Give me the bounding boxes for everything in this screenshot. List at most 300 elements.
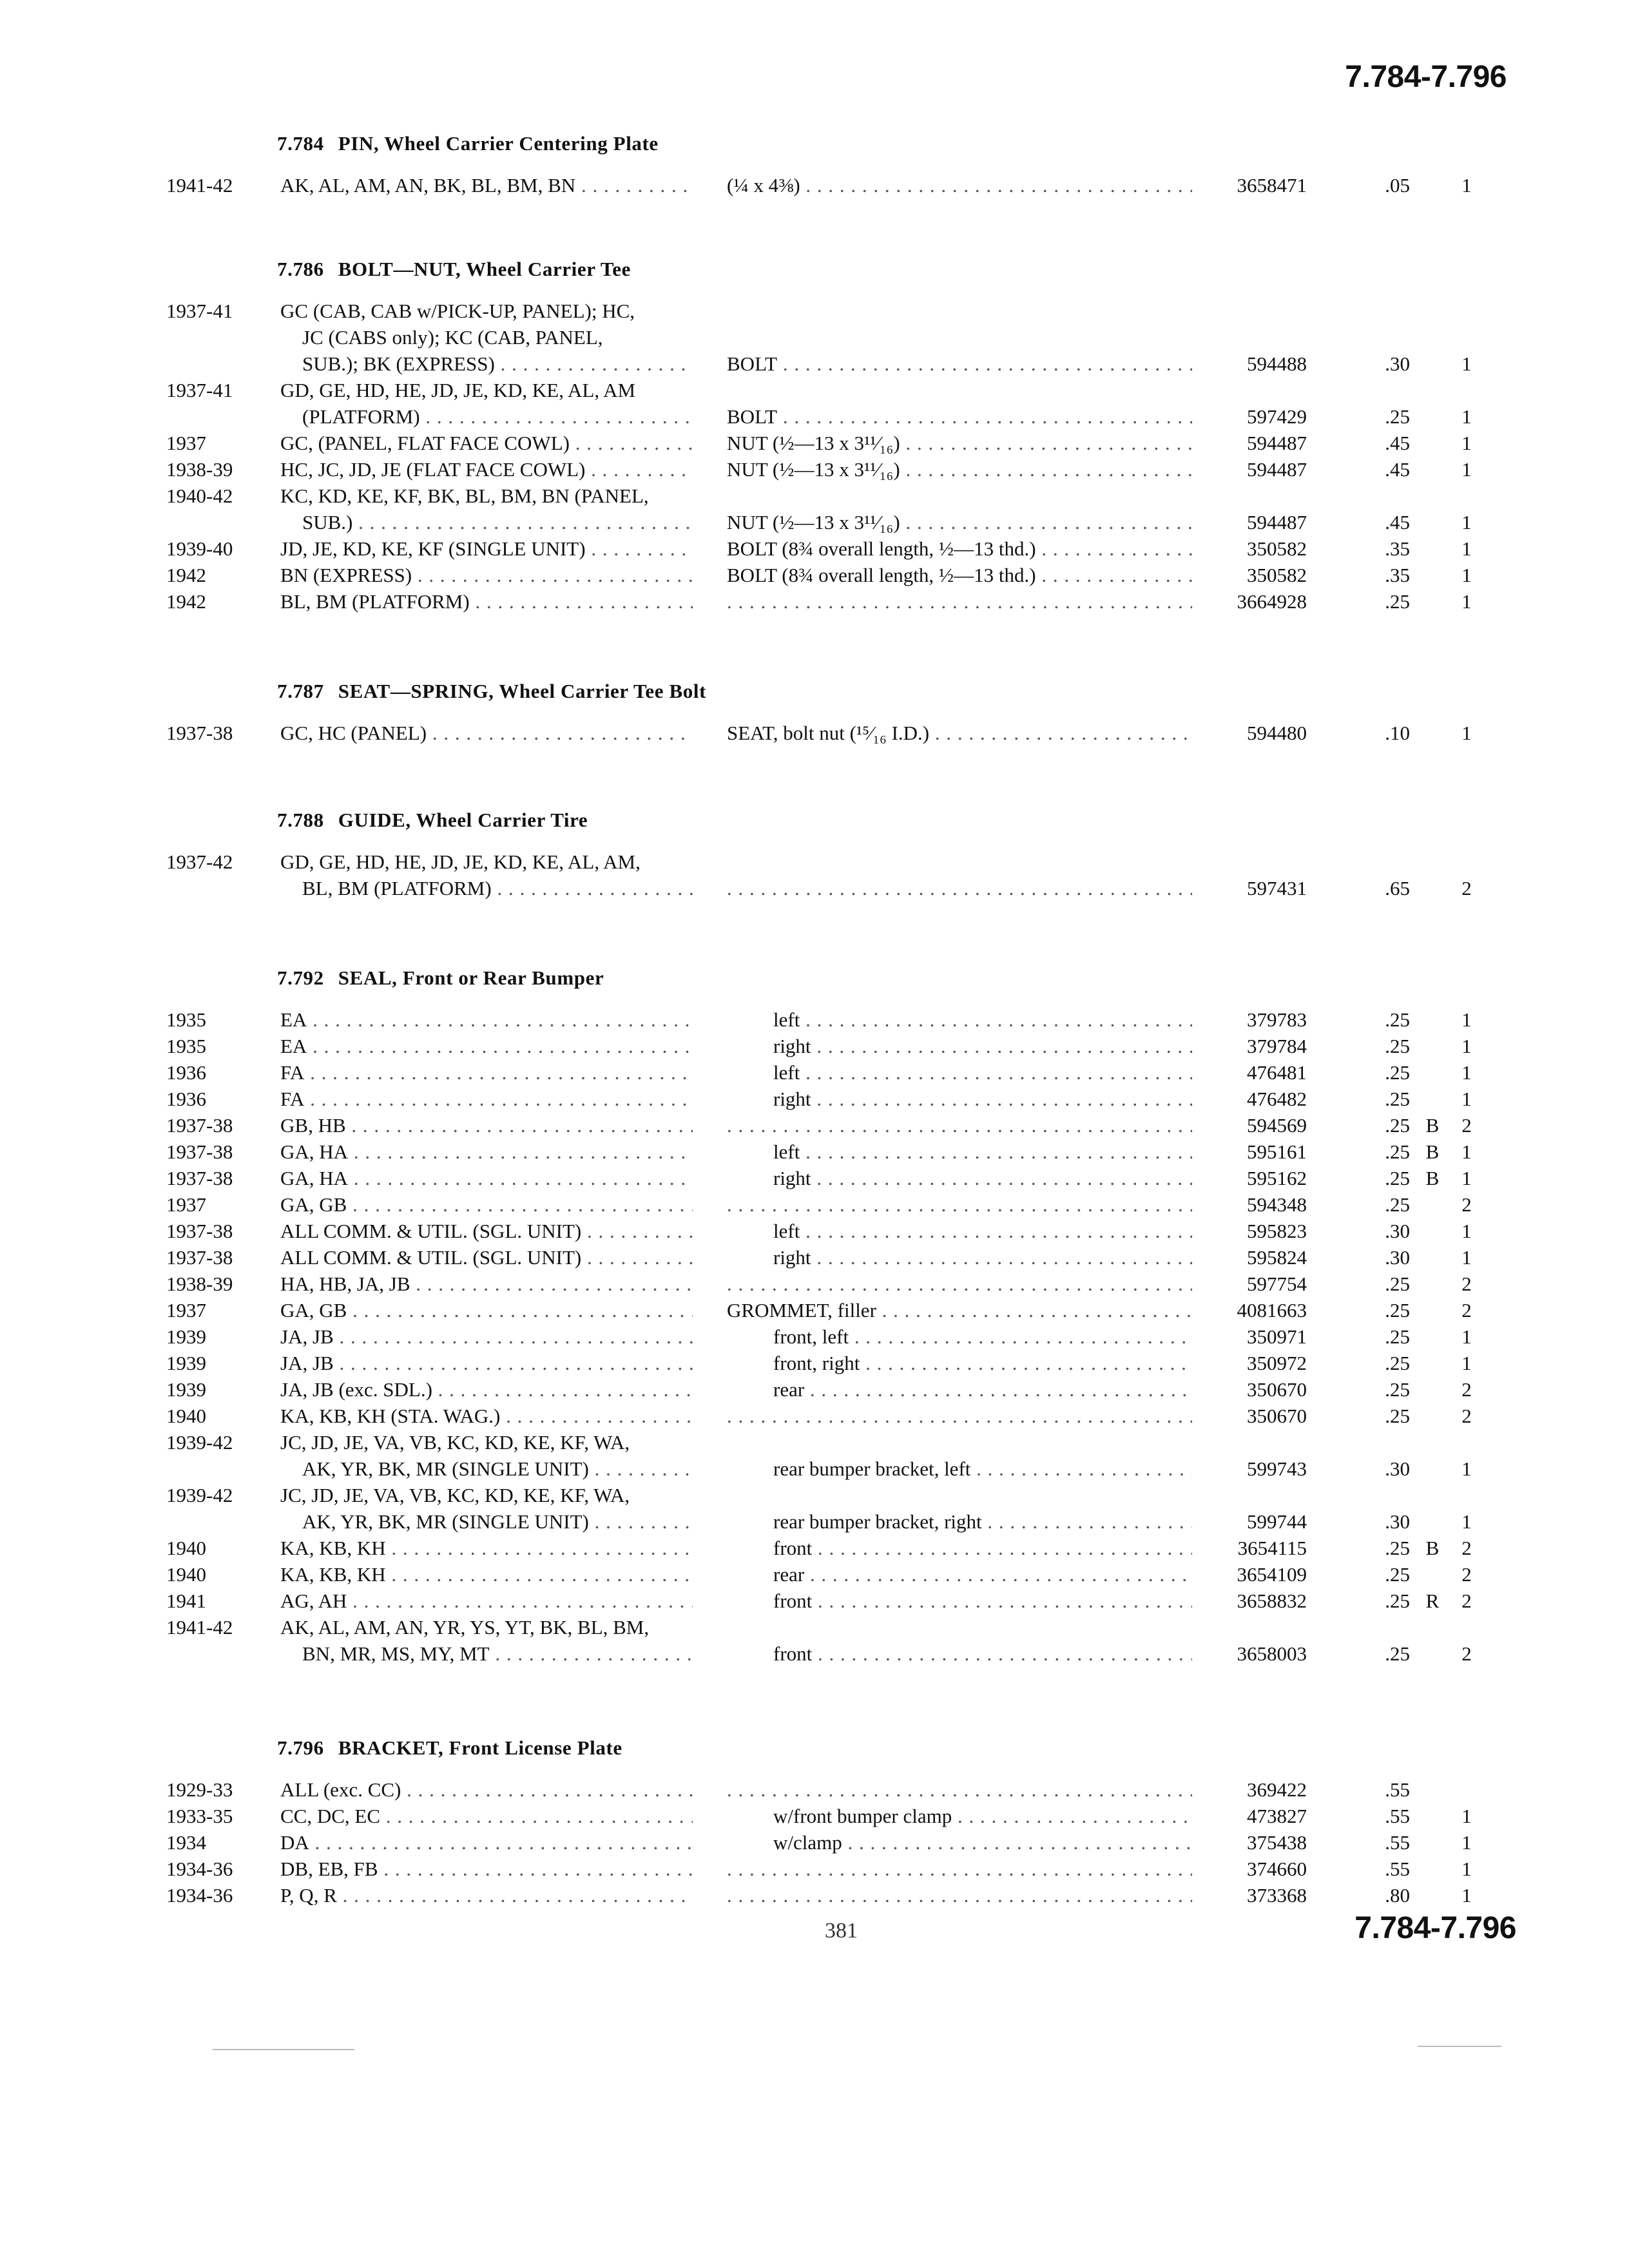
- part-price: .25: [1385, 1378, 1410, 1401]
- model-year: 1934-36: [166, 1884, 233, 1907]
- part-row: [0, 1006, 1629, 1033]
- part-row: [0, 720, 1629, 746]
- model-line: JA, JB (exc. SDL.) . . .: [280, 1376, 693, 1403]
- part-code: [1423, 1856, 1442, 1882]
- part-description: BOLT . . .: [727, 403, 1192, 430]
- section-heading: PIN, Wheel Carrier Centering Plate: [338, 132, 659, 155]
- page-number: 381: [825, 1919, 858, 1943]
- part-description: BOLT . . .: [727, 351, 1192, 377]
- model-line: GA, HA . . .: [280, 1139, 693, 1165]
- part-code: [1423, 1033, 1442, 1059]
- model-line: KA, KB, KH . . .: [280, 1535, 693, 1561]
- part-number: 595824: [1247, 1246, 1307, 1269]
- part-description: right . . .: [727, 1033, 1192, 1059]
- part-quantity: 1: [1461, 1858, 1472, 1880]
- part-price: .45: [1385, 432, 1410, 454]
- model-line: HA, HB, JA, JB . . .: [280, 1271, 693, 1297]
- model-line: P, Q, R . . .: [280, 1882, 693, 1908]
- model-list: [280, 535, 693, 562]
- part-number: 594487: [1247, 458, 1307, 481]
- model-list: [280, 298, 693, 377]
- part-description: [727, 875, 1192, 901]
- model-year: 1939-40: [166, 537, 233, 560]
- model-list: [280, 1323, 693, 1350]
- model-line: GC, HC (PANEL) . . .: [280, 720, 693, 746]
- part-price: .30: [1385, 352, 1410, 375]
- model-year: 1937-42: [166, 850, 233, 873]
- part-description: w/clamp . . .: [727, 1829, 1192, 1856]
- part-price: .25: [1385, 1299, 1410, 1321]
- model-list: [280, 430, 693, 456]
- part-price: .35: [1385, 564, 1410, 586]
- part-quantity: 1: [1461, 564, 1472, 586]
- part-number: 599743: [1247, 1457, 1307, 1480]
- part-price: .25: [1385, 405, 1410, 428]
- part-row: [0, 1323, 1629, 1350]
- part-code: [1423, 351, 1442, 377]
- section-title: [277, 680, 706, 703]
- part-code: [1423, 1086, 1442, 1112]
- model-year: 1938-39: [166, 458, 233, 481]
- part-row: [0, 1297, 1629, 1323]
- part-code: [1423, 1882, 1442, 1908]
- model-list: [280, 1059, 693, 1086]
- part-number: 594487: [1247, 432, 1307, 454]
- part-code: [1423, 1006, 1442, 1033]
- model-line: GA, GB . . .: [280, 1297, 693, 1323]
- section-heading: GUIDE, Wheel Carrier Tire: [338, 809, 588, 831]
- part-row: [0, 456, 1629, 483]
- model-list: [280, 377, 693, 430]
- part-code: [1423, 1297, 1442, 1323]
- part-row: [0, 1403, 1629, 1429]
- part-quantity: 1: [1461, 537, 1472, 560]
- part-row: [0, 377, 1629, 430]
- model-line: ALL (exc. CC) . . .: [280, 1776, 693, 1803]
- model-year: 1941-42: [166, 1616, 233, 1639]
- part-price: .05: [1385, 174, 1410, 197]
- scan-artifact: [213, 2049, 354, 2050]
- model-list: [280, 1482, 693, 1535]
- model-list: [280, 1033, 693, 1059]
- part-price: .25: [1385, 1061, 1410, 1084]
- model-list: [280, 172, 693, 198]
- model-line: GB, HB . . .: [280, 1112, 693, 1139]
- part-description: GROMMET, filler . . .: [727, 1297, 1192, 1323]
- part-description: w/front bumper clamp . . .: [727, 1803, 1192, 1829]
- part-description: NUT (½—13 x 3¹¹⁄₁₆) . . .: [727, 430, 1192, 456]
- part-code: B: [1425, 1140, 1440, 1163]
- model-year: 1935: [166, 1008, 206, 1031]
- part-price: .45: [1385, 458, 1410, 481]
- part-code: [1423, 1376, 1442, 1403]
- part-description: front, right . . .: [727, 1350, 1192, 1376]
- model-list: [280, 1165, 693, 1191]
- model-line: KA, KB, KH . . .: [280, 1561, 693, 1588]
- part-code: B: [1425, 1167, 1440, 1189]
- model-list: [280, 1776, 693, 1803]
- part-price: .55: [1385, 1778, 1410, 1801]
- part-quantity: 2: [1461, 1273, 1472, 1295]
- part-description: right . . .: [727, 1086, 1192, 1112]
- model-year: 1940: [166, 1537, 206, 1559]
- part-code: [1423, 1561, 1442, 1588]
- part-code: [1423, 588, 1442, 615]
- model-list: [280, 1588, 693, 1614]
- part-number: 3664928: [1237, 590, 1307, 613]
- part-code: [1423, 1803, 1442, 1829]
- part-row: [0, 1561, 1629, 1588]
- section-heading: SEAT—SPRING, Wheel Carrier Tee Bolt: [338, 680, 706, 702]
- part-number: 595823: [1247, 1220, 1307, 1242]
- part-description: [727, 1776, 1192, 1803]
- part-code: [1423, 509, 1442, 535]
- model-list: [280, 849, 693, 901]
- model-year: 1937: [166, 1299, 206, 1321]
- model-list: [280, 1535, 693, 1561]
- model-list: [280, 1403, 693, 1429]
- section-number: 7.786: [277, 258, 324, 280]
- part-row: [0, 1271, 1629, 1297]
- part-price: .55: [1385, 1858, 1410, 1880]
- part-code: [1423, 456, 1442, 483]
- part-description: rear bumper bracket, right . . .: [727, 1508, 1192, 1535]
- model-list: [280, 1271, 693, 1297]
- model-year: 1937-38: [166, 1220, 233, 1242]
- part-description: SEAT, bolt nut (¹⁵⁄₁₆ I.D.) . . .: [727, 720, 1192, 746]
- part-row: [0, 1033, 1629, 1059]
- part-price: .25: [1385, 1537, 1410, 1559]
- part-number: 350670: [1247, 1378, 1307, 1401]
- part-code: [1423, 535, 1442, 562]
- part-number: 350582: [1247, 537, 1307, 560]
- part-row: [0, 535, 1629, 562]
- part-description: rear . . .: [727, 1561, 1192, 1588]
- model-list: [280, 588, 693, 615]
- part-price: .25: [1385, 1273, 1410, 1295]
- model-year: 1938-39: [166, 1273, 233, 1295]
- model-year: 1940-42: [166, 485, 233, 507]
- model-year: 1942: [166, 564, 206, 586]
- part-row: [0, 172, 1629, 198]
- model-year: 1937-41: [166, 379, 233, 401]
- model-list: [280, 1191, 693, 1218]
- model-line: EA . . .: [280, 1006, 693, 1033]
- model-year: 1937-38: [166, 1167, 233, 1189]
- part-quantity: 1: [1461, 1035, 1472, 1057]
- scan-artifact: [1418, 2046, 1501, 2047]
- part-price: .30: [1385, 1510, 1410, 1533]
- part-price: .25: [1385, 1035, 1410, 1057]
- model-line: CC, DC, EC . . .: [280, 1803, 693, 1829]
- part-number: 597431: [1247, 877, 1307, 899]
- part-description: NUT (½—13 x 3¹¹⁄₁₆) . . .: [727, 456, 1192, 483]
- part-quantity: 1: [1461, 1140, 1472, 1163]
- model-line: DA . . .: [280, 1829, 693, 1856]
- model-year: 1940: [166, 1563, 206, 1586]
- part-description: left . . .: [727, 1006, 1192, 1033]
- part-price: .55: [1385, 1805, 1410, 1827]
- section-number: 7.796: [277, 1736, 324, 1759]
- part-price: .25: [1385, 1088, 1410, 1110]
- section-number: 7.792: [277, 966, 324, 989]
- model-line: GD, GE, HD, HE, JD, JE, KD, KE, AL, AM: [280, 379, 636, 401]
- part-number: 595162: [1247, 1167, 1307, 1189]
- part-quantity: [1454, 1776, 1480, 1803]
- model-year: 1939: [166, 1378, 206, 1401]
- part-price: .25: [1385, 590, 1410, 613]
- part-description: right . . .: [727, 1165, 1192, 1191]
- part-description: (¼ x 4⅜) . . .: [727, 172, 1192, 198]
- part-code: [1423, 875, 1442, 901]
- model-line: BN (EXPRESS) . . .: [280, 562, 693, 588]
- part-price: .25: [1385, 1167, 1410, 1189]
- section-title: [277, 1736, 622, 1760]
- model-list: [280, 1297, 693, 1323]
- part-row: [0, 1191, 1629, 1218]
- part-code: [1423, 1776, 1442, 1803]
- part-row: [0, 1059, 1629, 1086]
- model-line: SUB.); BK (EXPRESS) . . .: [280, 351, 693, 377]
- part-number: 594348: [1247, 1193, 1307, 1216]
- part-number: 379784: [1247, 1035, 1307, 1057]
- part-number: 350972: [1247, 1352, 1307, 1374]
- part-row: [0, 1535, 1629, 1561]
- section-heading: BOLT—NUT, Wheel Carrier Tee: [338, 258, 631, 280]
- part-description: NUT (½—13 x 3¹¹⁄₁₆) . . .: [727, 509, 1192, 535]
- part-row: [0, 298, 1629, 377]
- part-number: 3658003: [1237, 1642, 1307, 1665]
- model-year: 1936: [166, 1088, 206, 1110]
- model-list: [280, 1614, 693, 1667]
- model-year: 1937: [166, 1193, 206, 1216]
- model-line: GC (CAB, CAB w/PICK-UP, PANEL); HC,: [280, 300, 635, 322]
- model-year: 1929-33: [166, 1778, 233, 1801]
- part-number: 3658471: [1237, 174, 1307, 197]
- model-year: 1935: [166, 1035, 206, 1057]
- part-price: .45: [1385, 511, 1410, 533]
- part-number: 597754: [1247, 1273, 1307, 1295]
- model-line: FA . . .: [280, 1059, 693, 1086]
- part-code: [1423, 1508, 1442, 1535]
- part-row: [0, 1429, 1629, 1482]
- model-list: [280, 1112, 693, 1139]
- section-number: 7.784: [277, 132, 324, 155]
- section-title: [277, 966, 604, 990]
- part-quantity: 1: [1461, 1510, 1472, 1533]
- model-line: HC, JC, JD, JE (FLAT FACE COWL) . . .: [280, 456, 693, 483]
- model-line: JA, JB . . .: [280, 1350, 693, 1376]
- part-number: 473827: [1247, 1805, 1307, 1827]
- part-number: 3658832: [1237, 1590, 1307, 1612]
- part-price: .55: [1385, 1831, 1410, 1854]
- part-code: [1423, 1350, 1442, 1376]
- part-price: .25: [1385, 1352, 1410, 1374]
- part-row: [0, 849, 1629, 901]
- part-number: 476481: [1247, 1061, 1307, 1084]
- model-year: 1937-38: [166, 722, 233, 744]
- part-quantity: 2: [1461, 1114, 1472, 1137]
- part-row: [0, 483, 1629, 535]
- model-line: AK, YR, BK, MR (SINGLE UNIT) . . .: [280, 1456, 693, 1482]
- part-code: B: [1425, 1114, 1440, 1137]
- part-quantity: 2: [1461, 1642, 1472, 1665]
- part-quantity: 1: [1461, 1246, 1472, 1269]
- model-line: JC (CABS only); KC (CAB, PANEL,: [302, 326, 603, 349]
- part-row: [0, 1244, 1629, 1271]
- part-number: 3654109: [1237, 1563, 1307, 1586]
- part-quantity: 1: [1461, 1352, 1472, 1374]
- model-year: 1939: [166, 1352, 206, 1374]
- model-list: [280, 483, 693, 535]
- model-year: 1937: [166, 432, 206, 454]
- model-list: [280, 1803, 693, 1829]
- part-price: .25: [1385, 1405, 1410, 1427]
- part-price: .80: [1385, 1884, 1410, 1907]
- part-code: [1423, 403, 1442, 430]
- part-number: 374660: [1247, 1858, 1307, 1880]
- model-list: [280, 1882, 693, 1908]
- part-code: B: [1425, 1537, 1440, 1559]
- part-row: [0, 1139, 1629, 1165]
- part-description: front . . .: [727, 1535, 1192, 1561]
- part-number: 373368: [1247, 1884, 1307, 1907]
- model-line: GD, GE, HD, HE, JD, JE, KD, KE, AL, AM,: [280, 850, 641, 873]
- part-row: [0, 1614, 1629, 1667]
- part-description: front . . .: [727, 1588, 1192, 1614]
- part-row: [0, 1376, 1629, 1403]
- part-quantity: 1: [1461, 458, 1472, 481]
- page-range-footer: 7.784-7.796: [1354, 1911, 1516, 1945]
- part-number: 350971: [1247, 1325, 1307, 1348]
- part-code: [1423, 1403, 1442, 1429]
- part-quantity: 1: [1461, 1325, 1472, 1348]
- part-row: [0, 1882, 1629, 1908]
- part-quantity: 1: [1461, 432, 1472, 454]
- part-description: [727, 1403, 1192, 1429]
- model-year: 1934-36: [166, 1858, 233, 1880]
- part-row: [0, 1218, 1629, 1244]
- model-list: [280, 1006, 693, 1033]
- part-quantity: 1: [1461, 1457, 1472, 1480]
- part-quantity: 2: [1461, 1299, 1472, 1321]
- part-code: [1423, 720, 1442, 746]
- model-line: BN, MR, MS, MY, MT . . .: [280, 1640, 693, 1667]
- model-list: [280, 1139, 693, 1165]
- part-row: [0, 1482, 1629, 1535]
- part-code: [1423, 562, 1442, 588]
- part-number: 379783: [1247, 1008, 1307, 1031]
- model-list: [280, 1376, 693, 1403]
- part-code: [1423, 1640, 1442, 1667]
- part-quantity: 2: [1461, 877, 1472, 899]
- part-code: R: [1425, 1590, 1440, 1612]
- part-quantity: 2: [1461, 1405, 1472, 1427]
- section-number: 7.788: [277, 809, 324, 831]
- part-price: .25: [1385, 1114, 1410, 1137]
- part-description: front, left . . .: [727, 1323, 1192, 1350]
- part-number: 595161: [1247, 1140, 1307, 1163]
- model-line: SUB.) . . .: [280, 509, 693, 535]
- part-price: .10: [1385, 722, 1410, 744]
- model-year: 1934: [166, 1831, 206, 1854]
- model-list: [280, 1829, 693, 1856]
- part-quantity: 1: [1461, 1167, 1472, 1189]
- model-line: JA, JB . . .: [280, 1323, 693, 1350]
- model-list: [280, 456, 693, 483]
- part-description: [727, 588, 1192, 615]
- part-row: [0, 1086, 1629, 1112]
- model-list: [280, 1429, 693, 1482]
- model-line: KC, KD, KE, KF, BK, BL, BM, BN (PANEL,: [280, 485, 649, 507]
- model-list: [280, 1218, 693, 1244]
- part-row: [0, 1350, 1629, 1376]
- part-row: [0, 1776, 1629, 1803]
- part-price: .25: [1385, 1325, 1410, 1348]
- part-quantity: 1: [1461, 405, 1472, 428]
- part-description: rear . . .: [727, 1376, 1192, 1403]
- model-line: BL, BM (PLATFORM) . . .: [280, 588, 693, 615]
- model-year: 1936: [166, 1061, 206, 1084]
- model-list: [280, 562, 693, 588]
- part-code: [1423, 430, 1442, 456]
- part-description: [727, 1112, 1192, 1139]
- part-description: [727, 1191, 1192, 1218]
- part-quantity: 1: [1461, 1884, 1472, 1907]
- model-year: 1939: [166, 1325, 206, 1348]
- model-line: AK, AL, AM, AN, YR, YS, YT, BK, BL, BM,: [280, 1616, 650, 1639]
- model-line: BL, BM (PLATFORM) . . .: [280, 875, 693, 901]
- model-year: 1939-42: [166, 1431, 233, 1454]
- part-number: 594480: [1247, 722, 1307, 744]
- part-price: .65: [1385, 877, 1410, 899]
- part-code: [1423, 1323, 1442, 1350]
- model-line: FA . . .: [280, 1086, 693, 1112]
- part-number: 594569: [1247, 1114, 1307, 1137]
- part-row: [0, 430, 1629, 456]
- part-description: left . . .: [727, 1139, 1192, 1165]
- model-list: [280, 1856, 693, 1882]
- model-year: 1937-41: [166, 300, 233, 322]
- part-price: .25: [1385, 1193, 1410, 1216]
- part-number: 369422: [1247, 1778, 1307, 1801]
- part-price: .25: [1385, 1642, 1410, 1665]
- part-price: .25: [1385, 1590, 1410, 1612]
- part-number: 594488: [1247, 352, 1307, 375]
- part-row: [0, 1165, 1629, 1191]
- part-quantity: 1: [1461, 1805, 1472, 1827]
- model-line: (PLATFORM) . . .: [280, 403, 693, 430]
- part-description: BOLT (8¾ overall length, ½—13 thd.) . . .: [727, 562, 1192, 588]
- model-line: AK, YR, BK, MR (SINGLE UNIT) . . .: [280, 1508, 693, 1535]
- model-list: [280, 1350, 693, 1376]
- part-number: 3654115: [1237, 1537, 1307, 1559]
- part-price: .25: [1385, 1140, 1410, 1163]
- model-list: [280, 720, 693, 746]
- part-code: [1423, 1456, 1442, 1482]
- part-description: right . . .: [727, 1244, 1192, 1271]
- part-price: .25: [1385, 1563, 1410, 1586]
- part-row: [0, 562, 1629, 588]
- part-number: 375438: [1247, 1831, 1307, 1854]
- part-number: 350582: [1247, 564, 1307, 586]
- model-year: 1942: [166, 590, 206, 613]
- part-description: left . . .: [727, 1218, 1192, 1244]
- model-list: [280, 1244, 693, 1271]
- model-year: 1939-42: [166, 1484, 233, 1506]
- part-quantity: 2: [1461, 1537, 1472, 1559]
- model-line: GA, HA . . .: [280, 1165, 693, 1191]
